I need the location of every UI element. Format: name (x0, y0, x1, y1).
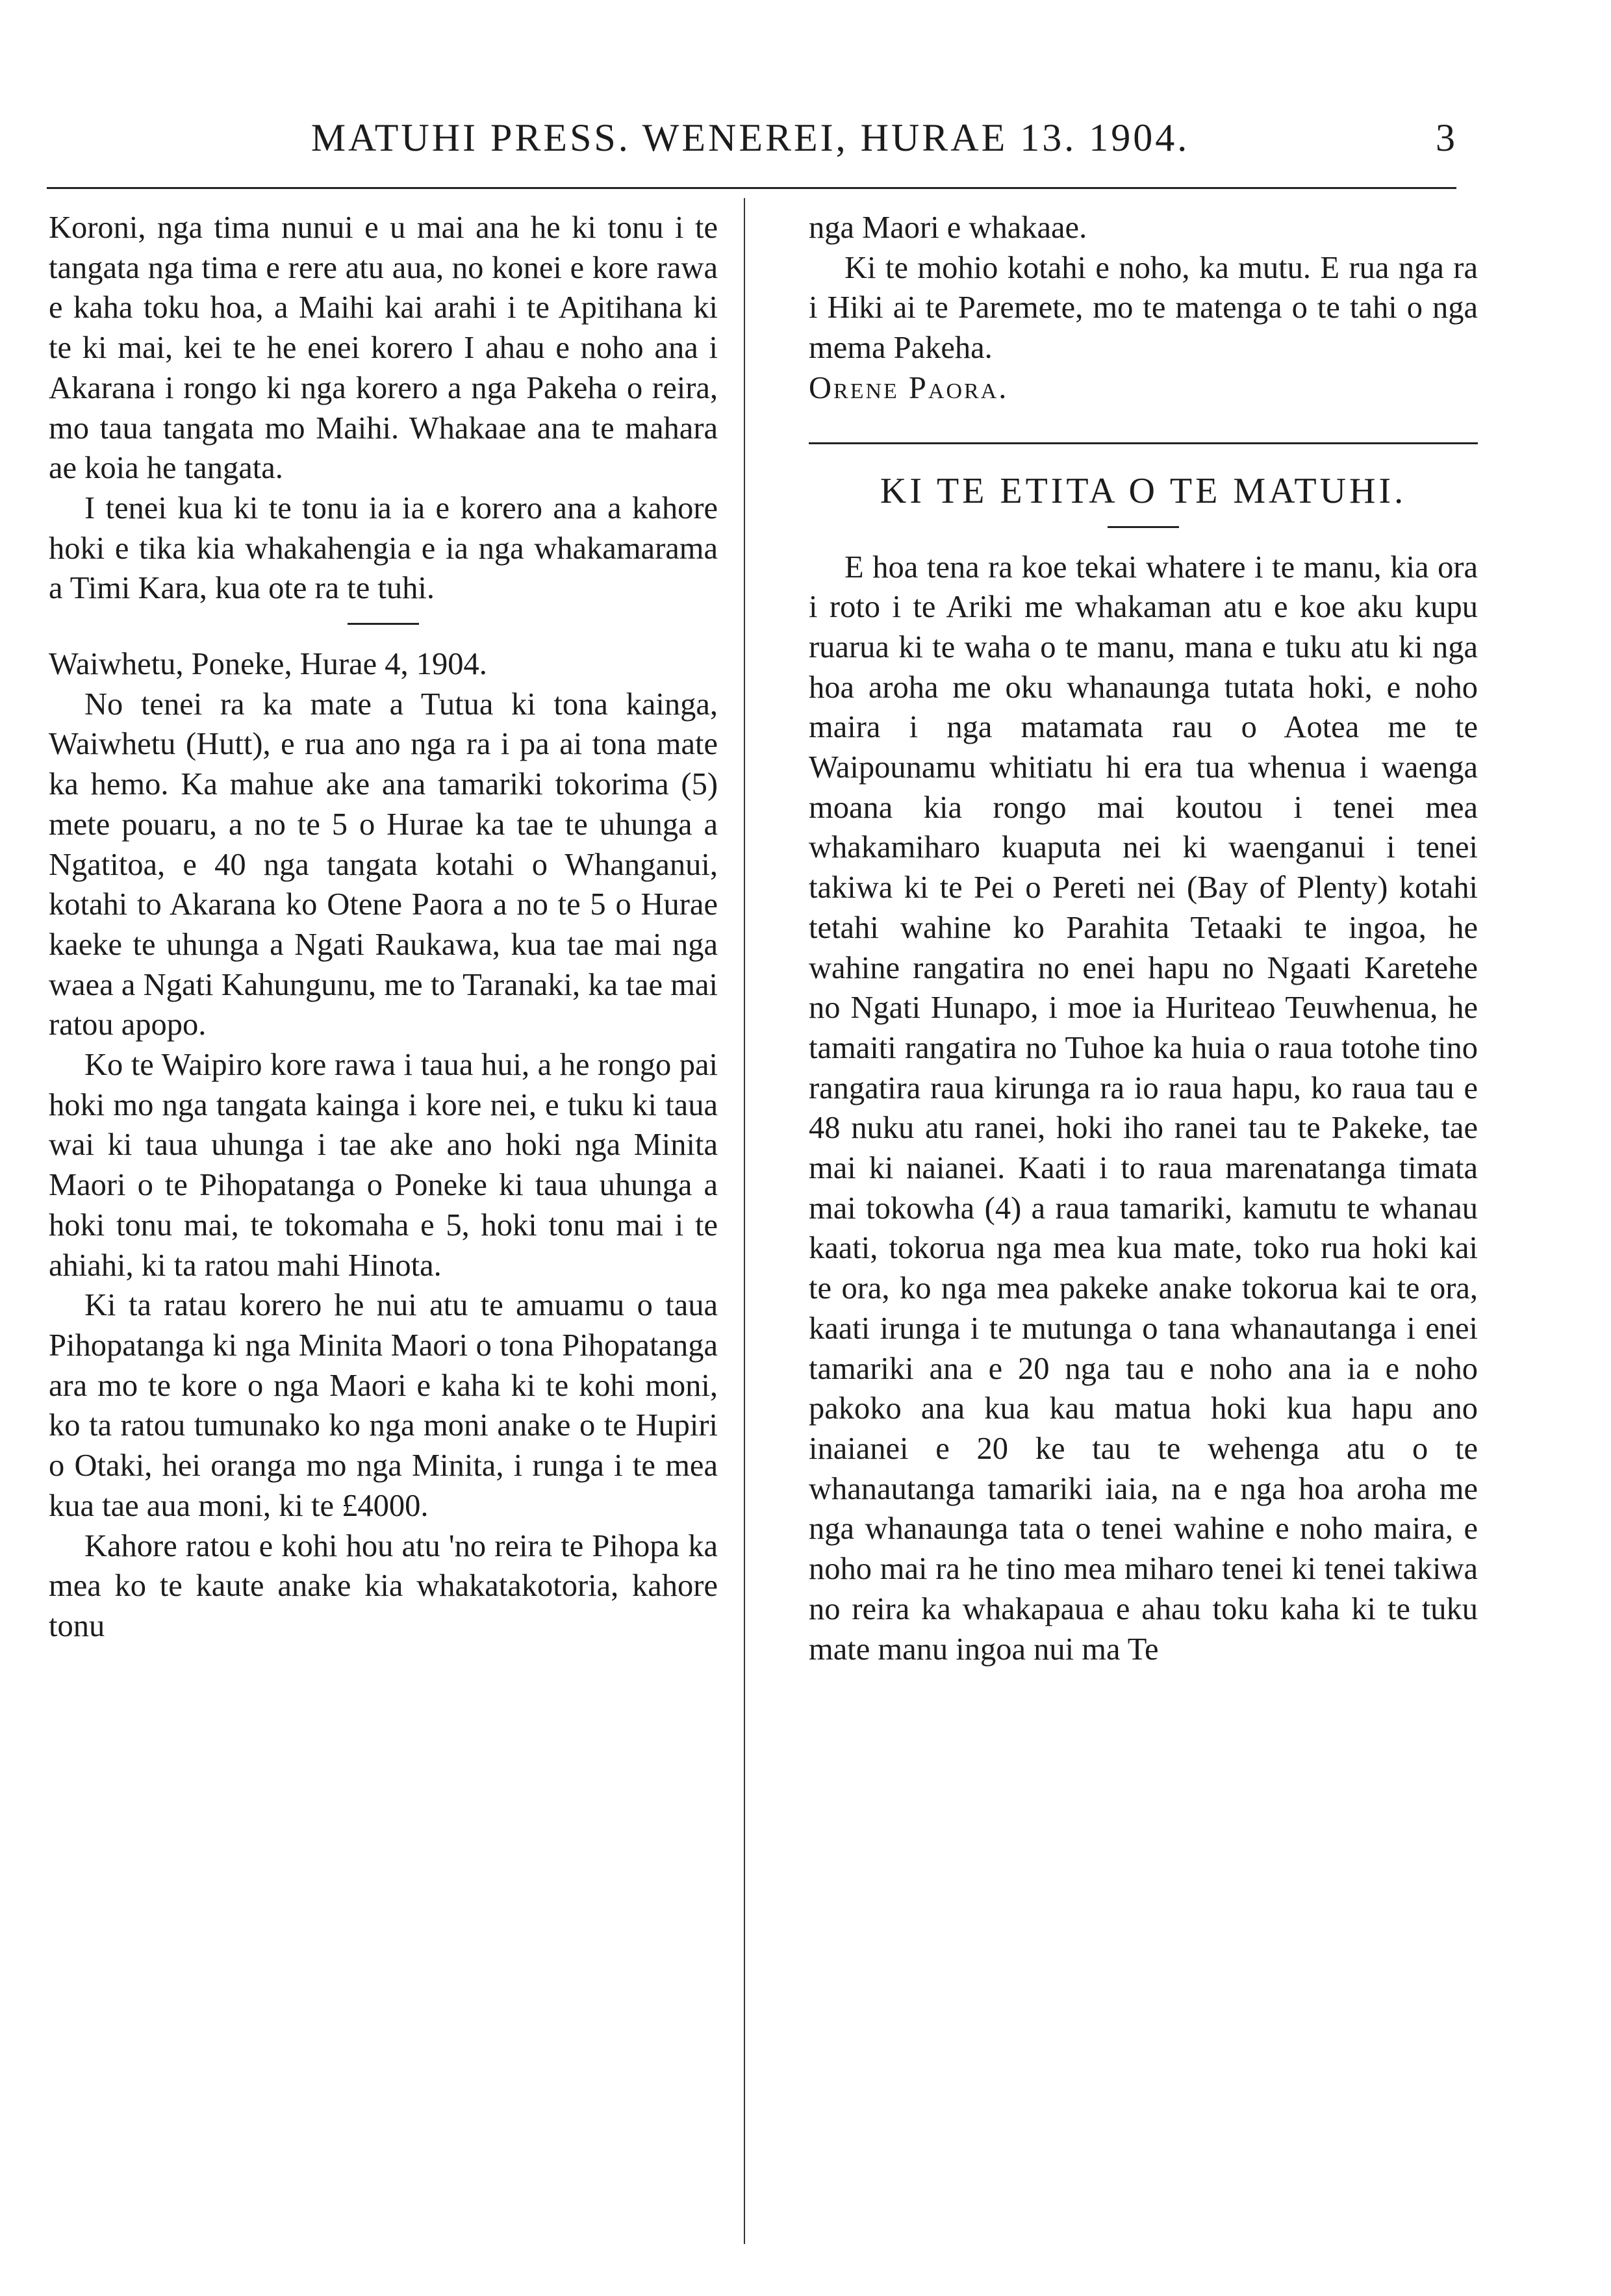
article-paragraph: Ki te mohio kotahi e noho, ka mutu. E rua nga ra i Hiki ai te Paremete, mo te matenga o te tahi o nga mema Pakeha. (809, 250, 1478, 366)
article-paragraph: E hoa tena ra koe tekai whatere i te manu, kia ora i roto i te Ariki me whakaman atu e koe aku kupu ruarua ki te waha o te manu, mana e tuku atu ki nga hoa aroha me oku whanaunga tutata hoki, e noho maira i nga matamata rau o Aotea me te Waipounamu whitiatu hi era tua whenua i waenga moana kia rongo mai koutou i tenei mea whakamiharo kuaputa nei ki waenganui i tenei takiwa ki te Pei o Pereti nei (Bay of Plenty) kotahi tetahi wahine ko Parahita Tetaaki te ingoa, he wahine rangatira no enei hapu no Ngaati Karetehe no Ngati Hunapo, i moe ia Huriteao Teuwhenua, he tamaiti rangatira no Tuhoe ka huia o raua totohe tino rangatira raua kirunga ra io raua hapu, ko raua tau e 48 nuku atu ranei, hoki iho ranei tau te Pakeke, tae mai ki naianei. Kaati i to raua marenatanga timata mai tokowha (4) a raua tamariki, kamutu te whanau kaati, tokorua nga mea kua mate, toko rua hoki kai te ora, ko nga mea pakeke anake tokorua kai te ora, kaati irunga i te mutunga o tana whanautanga i enei tamariki ana e 20 nga tau e noho ana ia e noho pakoko ana kua kau matua hoki kua hapu ano inaianei e 20 ke tau te wehenga atu o te whanautanga tamariki iaia, na e nga hoa aroha me nga whanaunga tata o tenei wahine e noho maira, e noho mai ra he tino mea miharo tenei ki tenei takiwa no reira ka whakapaua e ahau toku kaha ki te tuku mate manu ingoa nui ma Te (809, 549, 1478, 1667)
section-title: KI TE ETITA O TE MATUHI. (880, 470, 1407, 511)
masthead: MATUHI PRESS. WENEREI, HURAE 13. 1904. (311, 116, 1190, 159)
page-number: 3 (1436, 116, 1455, 159)
article-paragraph: Kahore ratou e kohi hou atu 'no reira te Pihopa ka mea ko te kaute anake kia whakatakotoria, kahore tonu (49, 1528, 718, 1643)
dateline: Waiwhetu, Poneke, Hurae 4, 1904. (49, 647, 487, 682)
right-column (809, 208, 1478, 1669)
page-header (45, 116, 1455, 168)
author-signature: Orene Paora. (809, 370, 1009, 405)
article-paragraph: Koroni, nga tima nunui e u mai ana he ki tonu i te tangata nga tima e rere atu aua, no konei e kore rawa e kaha toku hoa, a Maihi kai arahi i te Apitihana ki te ki mai, kei te he enei korero I ahau e noho ana i Akarana i rongo ki nga korero a nga Pakeha o reira, mo taua tangata mo Maihi. Whakaae ana te mahara ae koia he tangata. (49, 210, 718, 486)
section-divider (348, 623, 419, 625)
article-paragraph: I tenei kua ki te tonu ia ia e korero ana a kahore hoki e tika kia whakahengia e ia nga whakamarama a Timi Kara, kua ote ra te tuhi. (49, 490, 718, 606)
title-divider (1108, 526, 1179, 528)
header-rule (47, 187, 1456, 189)
article-paragraph: Ko te Waipiro kore rawa i taua hui, a he rongo pai hoki mo nga tangata kainga i kore nei, e tuku ki taua wai ki taua uhunga i tae ake ano hoki nga Minita Maori o te Pihopatanga o Poneke ki taua uhunga a hoki tonu mai, te tokomaha e 5, hoki tonu mai i te ahiahi, ki ta ratou mahi Hinota. (49, 1048, 718, 1283)
left-column (49, 208, 718, 1646)
article-paragraph: nga Maori e whakaae. (809, 210, 1087, 245)
article-paragraph: No tenei ra ka mate a Tutua ki tona kainga, Waiwhetu (Hutt), e rua ano nga ra i pa ai tona mate ka hemo. Ka mahue ake ana tamariki tokorima (5) mete pouaru, a no te 5 o Hurae ka tae te uhunga a Ngatitoa, e 40 nga tangata kotahi o Whanganui, kotahi to Akarana ko Otene Paora a no te 5 o Hurae kaeke te uhunga a Ngati Raukawa, kua tae mai nga waea a Ngati Kahungunu, me to Taranaki, ka tae mai ratou apopo. (49, 687, 718, 1042)
section-rule (809, 442, 1478, 444)
article-paragraph: Ki ta ratau korero he nui atu te amuamu o taua Pihopatanga ki nga Minita Maori o tona Pihopatanga ara mo te kore o nga Maori e kaha ki te kohi moni, ko ta ratou tumunako ko nga moni anake o te Hupiri o Otaki, hei oranga mo nga Minita, i runga i te mea kua tae aua moni, ki te £4000. (49, 1288, 718, 1523)
column-divider (744, 198, 745, 2244)
